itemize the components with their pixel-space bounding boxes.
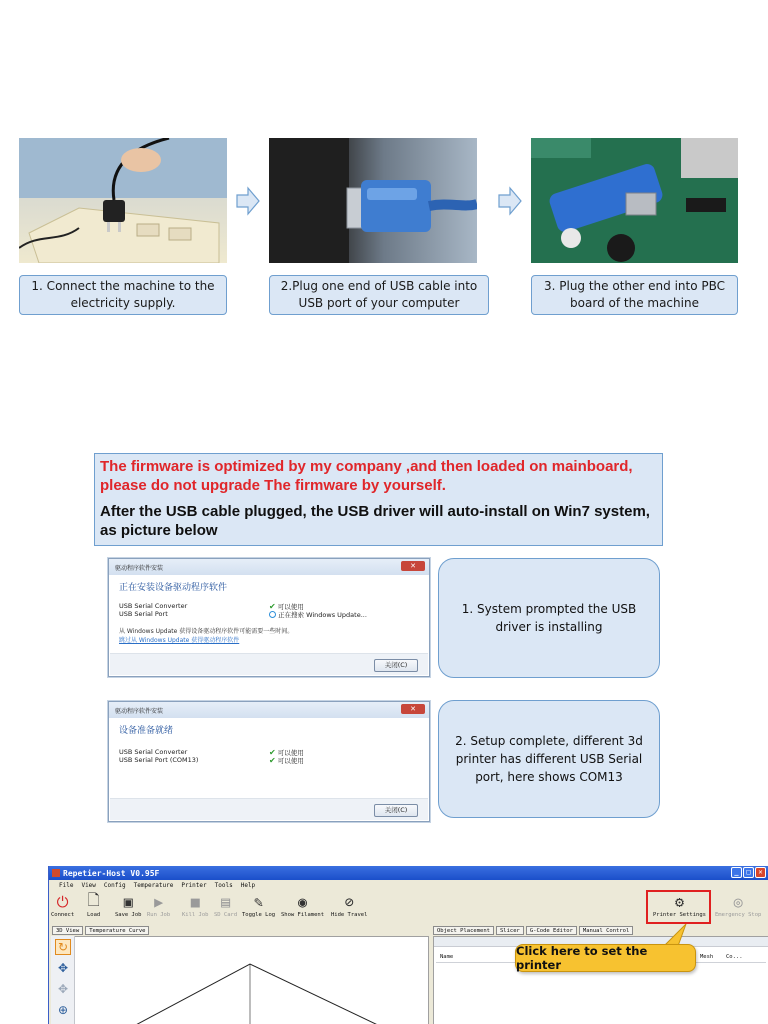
checkmark-icon: ✔	[269, 747, 276, 757]
tool-label: Load	[87, 912, 101, 918]
tab-object-placement[interactable]: Object Placement	[433, 926, 494, 935]
driver-ready-dialog	[108, 701, 430, 822]
step-2-caption: 2.Plug one end of USB cable into USB port of your computer	[269, 275, 489, 315]
spinner-icon	[269, 611, 276, 618]
sd-card-button[interactable]	[214, 892, 237, 918]
save-job-button[interactable]	[115, 892, 142, 918]
gear-icon: ⚙	[674, 893, 684, 911]
save-icon: ▣	[123, 893, 133, 911]
driver-install-info: After the USB cable plugged, the USB driver will auto-install on Win7 system, as picture below	[100, 503, 650, 539]
tool-label: Emergency Stop	[715, 912, 762, 918]
menu-tools[interactable]: Tools	[214, 882, 233, 889]
menu-view[interactable]: View	[81, 882, 96, 889]
minimize-icon[interactable]: _	[731, 867, 742, 878]
menu-file[interactable]: File	[59, 882, 74, 889]
step-3-caption: 3. Plug the other end into PBC board of the machine	[531, 275, 738, 315]
view-toolbar	[51, 936, 75, 1024]
toggle-log-button[interactable]	[242, 892, 275, 918]
callout-set-printer: Click here to set the printer	[515, 944, 696, 972]
firmware-warning: The firmware is optimized by my company ,and then loaded on mainboard, please do not upgrade The firmware by yourself.	[100, 458, 633, 494]
tool-label: Run Job	[147, 912, 171, 918]
device-row	[119, 756, 419, 764]
step-bubble: 2. Setup complete, different 3d printer has different USB Serial port, here shows COM13	[438, 700, 660, 818]
right-tabs	[433, 926, 633, 935]
pencil-icon: ✎	[254, 893, 264, 911]
column-name: Name	[440, 954, 454, 960]
dialog-heading: 设备准备就绪	[119, 726, 174, 736]
eye-icon: ◉	[298, 893, 308, 911]
zoom-icon[interactable]: ⊕	[57, 1003, 69, 1017]
checkmark-icon: ✔	[269, 601, 276, 611]
tab-slicer[interactable]: Slicer	[496, 926, 524, 935]
step-1-caption: 1. Connect the machine to the electricity supply.	[19, 275, 227, 315]
close-icon[interactable]: ✕	[755, 867, 766, 878]
column-co: Co...	[726, 954, 743, 960]
mainboard-photo	[531, 138, 738, 263]
close-button[interactable]: 关闭(C)	[374, 804, 418, 817]
stop-icon: ■	[190, 893, 200, 911]
load-button[interactable]	[87, 892, 100, 918]
tool-label: Kill Job	[182, 912, 209, 918]
emergency-stop-button[interactable]	[715, 892, 761, 918]
printer-bed-wireframe	[52, 937, 430, 1024]
close-button[interactable]: 关闭(C)	[374, 659, 418, 672]
arrow-right-icon	[498, 186, 522, 216]
tool-label: Connect	[51, 912, 75, 918]
device-status: 正在搜索 Windows Update...	[278, 610, 367, 619]
device-name: USB Serial Port	[119, 610, 168, 618]
device-status: 可以使用	[277, 602, 304, 611]
document-icon: 🗋	[87, 890, 100, 909]
menu-help[interactable]: Help	[240, 882, 256, 889]
dialog-note: 从 Windows Update 获得设备驱动程序软件可能需要一些时间。	[119, 628, 294, 635]
tool-label: Hide Travel	[331, 912, 368, 918]
menu-temperature[interactable]: Temperature	[133, 882, 174, 889]
left-tabs	[52, 926, 149, 935]
dialog-heading: 正在安装设备驱动程序软件	[119, 583, 228, 593]
run-job-button[interactable]	[147, 892, 170, 918]
power-plug-photo	[19, 138, 227, 263]
emergency-stop-icon: ◎	[733, 893, 743, 911]
callout-pointer	[660, 924, 690, 946]
tool-label: Printer Settings	[653, 912, 706, 918]
printer-settings-highlight	[646, 890, 711, 924]
firmware-notice	[94, 453, 663, 546]
device-name: USB Serial Converter	[119, 748, 188, 756]
close-icon[interactable]: ✕	[401, 704, 425, 714]
3d-view-canvas[interactable]	[51, 936, 429, 1024]
tab-gcode-editor[interactable]: G-Code Editor	[526, 926, 577, 935]
tab-temperature-curve[interactable]: Temperature Curve	[85, 926, 149, 935]
device-name: USB Serial Converter	[119, 602, 188, 610]
tool-label: Toggle Log	[242, 912, 276, 918]
arrow-right-icon	[236, 186, 260, 216]
tool-label: Show Filament	[281, 912, 325, 918]
device-name: USB Serial Port (COM13)	[119, 756, 199, 764]
play-icon: ▶	[154, 893, 164, 911]
power-icon: ⏻	[56, 893, 69, 911]
tool-label: Save Job	[115, 912, 142, 918]
skip-windows-update-link[interactable]: 跳过从 Windows Update 获得驱动程序软件	[119, 637, 240, 644]
tab-3d-view[interactable]: 3D View	[52, 926, 83, 935]
eye-slash-icon: ⊘	[344, 893, 354, 911]
hide-travel-button[interactable]	[331, 892, 367, 918]
device-status: 可以使用	[277, 756, 304, 765]
usb-cable-photo	[269, 138, 477, 263]
column-mesh: Mesh	[700, 954, 714, 960]
tool-label: SD Card	[214, 912, 238, 918]
menu-printer[interactable]: Printer	[181, 882, 207, 889]
move-object-icon[interactable]: ✥	[57, 982, 69, 996]
checkmark-icon: ✔	[269, 755, 276, 765]
sd-card-icon: ▤	[221, 893, 231, 911]
show-filament-button[interactable]	[281, 892, 324, 918]
dialog-title: 驱动程序软件安装	[109, 559, 429, 575]
close-icon[interactable]: ✕	[401, 561, 425, 571]
rotate-icon[interactable]: ↻	[55, 939, 71, 955]
step-bubble: 1. System prompted the USB driver is installing	[438, 558, 660, 678]
connect-button[interactable]	[51, 892, 74, 918]
device-status: 可以使用	[277, 748, 304, 757]
maximize-icon[interactable]: □	[743, 867, 754, 878]
menu-config[interactable]: Config	[103, 882, 126, 889]
dialog-title: 驱动程序软件安装	[109, 702, 429, 718]
device-row	[119, 610, 419, 618]
kill-job-button[interactable]	[182, 892, 209, 918]
window-title: Repetier-Host V0.95F	[63, 868, 160, 878]
tab-manual-control[interactable]: Manual Control	[579, 926, 633, 935]
driver-install-dialog	[108, 558, 430, 677]
move-icon[interactable]: ✥	[57, 961, 69, 975]
app-logo-icon	[52, 869, 60, 877]
